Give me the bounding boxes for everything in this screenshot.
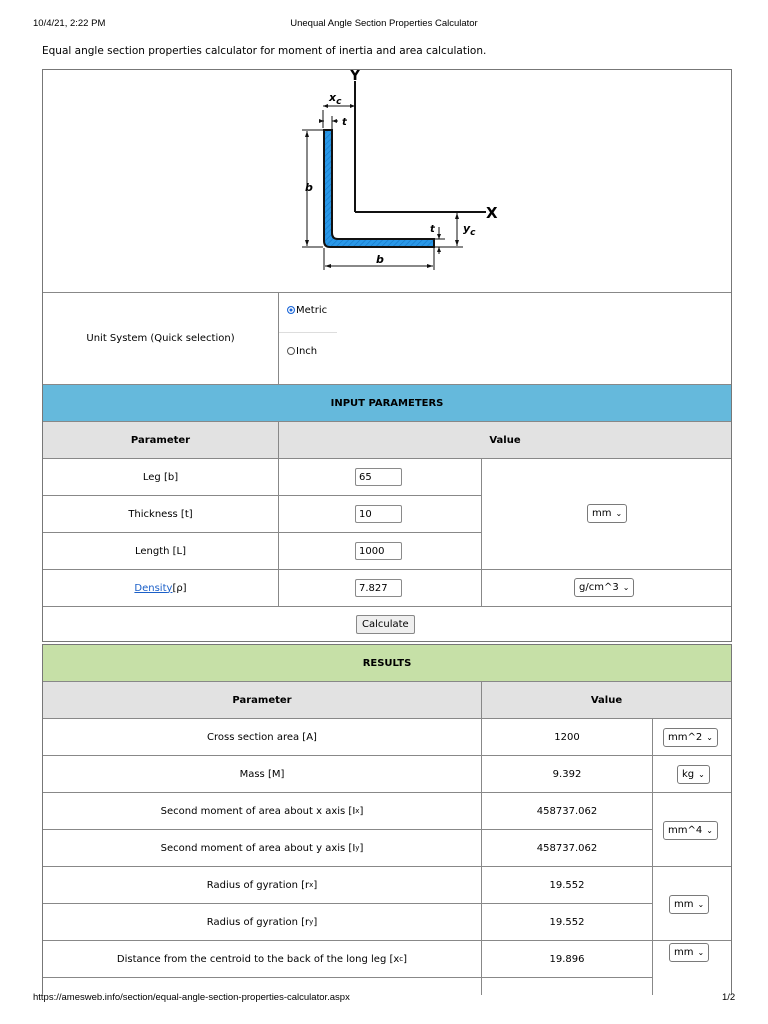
b-vertical-label: b — [305, 181, 313, 194]
input-col-value: Value — [279, 422, 731, 458]
gyration-unit-value: mm — [674, 899, 694, 910]
ry-label: Radius of gyration [r y ] — [206, 916, 318, 928]
mass-value: 9.392 — [552, 768, 582, 780]
xc-unit-select[interactable] — [669, 943, 709, 962]
chevron-down-icon: ⌄ — [706, 826, 713, 835]
input-col-parameter: Parameter — [43, 422, 278, 458]
y-axis-label: Y — [350, 70, 361, 84]
iy-value: 458737.062 — [536, 842, 598, 854]
length-input[interactable] — [355, 542, 402, 560]
x-axis-label: X — [486, 204, 498, 222]
rx-value: 19.552 — [549, 879, 585, 891]
inertia-unit-select[interactable] — [663, 821, 718, 840]
unit-system-label: Unit System (Quick selection) — [86, 333, 235, 344]
density-input[interactable] — [355, 579, 402, 597]
xc-unit-value: mm — [674, 947, 694, 958]
thickness-label: Thickness [t] — [128, 508, 193, 520]
print-datetime: 10/4/21, 2:22 PM — [33, 18, 106, 29]
density-unit-value: g/cm^3 — [579, 582, 619, 593]
b-horizontal-label: b — [376, 253, 384, 266]
chevron-down-icon: ⌄ — [698, 770, 705, 779]
metric-radio-button[interactable] — [287, 306, 295, 314]
print-url: https://amesweb.info/section/equal-angle-section-properties-calculator.aspx — [33, 992, 350, 1003]
gyration-unit-select[interactable] — [669, 895, 709, 914]
mass-unit-value: kg — [682, 769, 695, 780]
chevron-down-icon: ⌄ — [622, 583, 630, 592]
length-label: Length [L] — [134, 545, 187, 557]
calculate-button[interactable]: Calculate — [356, 615, 415, 634]
intro-text: Equal angle section properties calculator for moment of inertia and area calculation. — [42, 45, 487, 57]
inch-radio-button[interactable] — [287, 347, 295, 355]
results-heading: RESULTS — [43, 645, 731, 681]
thickness-input[interactable] — [355, 505, 402, 523]
chevron-down-icon: ⌄ — [706, 733, 713, 742]
results-table — [42, 644, 732, 994]
t-top-label: t — [342, 117, 347, 128]
angle-section-diagram — [43, 70, 731, 292]
results-col-parameter: Parameter — [43, 682, 481, 718]
angle-shape — [324, 130, 434, 247]
xc-label: $x_c$ — [329, 91, 342, 107]
density-unit-select[interactable] — [574, 578, 634, 597]
ry-value: 19.552 — [549, 916, 585, 928]
metric-label: Metric — [296, 304, 328, 316]
ix-label: Second moment of area about x axis [I x ] — [160, 805, 364, 817]
input-parameters-heading: INPUT PARAMETERS — [43, 385, 731, 421]
area-unit-select[interactable] — [663, 728, 718, 747]
density-suffix: [ρ] — [172, 582, 187, 594]
length-unit-value: mm — [592, 508, 612, 519]
chevron-down-icon: ⌄ — [697, 948, 705, 957]
density-link[interactable]: Density — [134, 582, 173, 594]
chevron-down-icon: ⌄ — [697, 900, 705, 909]
yc-label: $y_c$ — [463, 222, 476, 238]
area-unit-value: mm^2 — [668, 732, 703, 743]
angle-section-svg — [43, 70, 731, 292]
print-title: Unequal Angle Section Properties Calculator — [290, 18, 478, 29]
results-col-value: Value — [482, 682, 731, 718]
mass-label: Mass [M] — [239, 768, 285, 780]
print-page-number: 1/2 — [722, 992, 736, 1003]
leg-label: Leg [b] — [142, 471, 179, 483]
xc-distance-value: 19.896 — [549, 953, 585, 965]
inertia-unit-value: mm^4 — [668, 825, 703, 836]
xc-distance-label: Distance from the centroid to the back of the long leg [x c ] — [116, 953, 408, 965]
inch-radio[interactable] — [287, 342, 317, 360]
mass-unit-select[interactable] — [677, 765, 710, 784]
rx-label: Radius of gyration [r x ] — [206, 879, 318, 891]
area-value: 1200 — [554, 731, 580, 743]
ix-value: 458737.062 — [536, 805, 598, 817]
iy-label: Second moment of area about y axis [I y ] — [160, 842, 364, 854]
leg-input[interactable] — [355, 468, 402, 486]
chevron-down-icon: ⌄ — [615, 509, 623, 518]
t-right-label: t — [430, 224, 435, 235]
metric-radio[interactable] — [287, 301, 327, 319]
density-label — [43, 570, 278, 606]
input-table — [42, 69, 732, 642]
length-unit-select[interactable] — [587, 504, 627, 523]
inch-label: Inch — [296, 345, 318, 357]
area-label: Cross section area [A] — [207, 731, 317, 743]
